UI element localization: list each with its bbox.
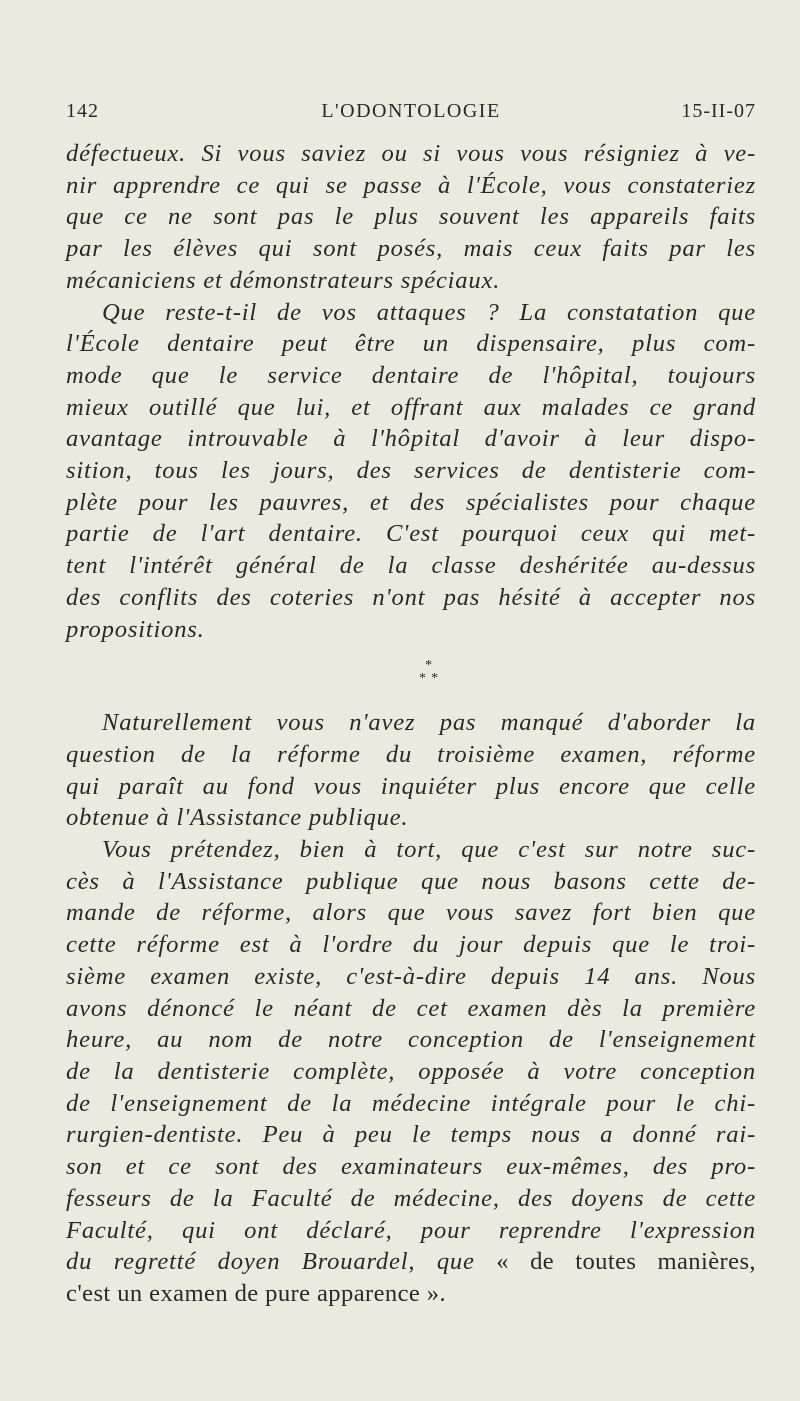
- text-line: nir apprendre ce qui se passe à l'École, vous constateriez: [66, 171, 756, 199]
- separator-stars-bottom: * *: [419, 671, 439, 687]
- text-line: l'École dentaire peut être un dispensaire, plus com-: [66, 330, 756, 358]
- text-line: de l'enseignement de la médecine intégrale pour le chi-: [66, 1089, 756, 1117]
- paragraph-2: [66, 297, 756, 646]
- text-line: Faculté, qui ont déclaré, pour reprendre l'expression: [66, 1216, 756, 1244]
- text-segment: du regretté doyen Brouardel, que: [66, 1248, 475, 1276]
- text-line: question de la réforme du troisième examen, réforme: [66, 740, 756, 768]
- text-line: cette réforme est à l'ordre du jour depuis que le troi-: [66, 931, 756, 959]
- text-line: Vous prétendez, bien à tort, que c'est sur notre suc-: [102, 836, 756, 864]
- text-line: que ce ne sont pas le plus souvent les appareils faits: [66, 203, 756, 231]
- text-line: plète pour les pauvres, et des spécialistes pour chaque: [66, 488, 756, 516]
- text-line: rurgien-dentiste. Peu à peu le temps nous a donné rai-: [66, 1121, 756, 1149]
- text-line: mande de réforme, alors que vous savez fort bien que: [66, 899, 756, 927]
- text-line: par les élèves qui sont posés, mais ceux faits par les: [66, 235, 756, 263]
- quote-start: « de toutes manières,: [496, 1248, 756, 1276]
- text-line: son et ce sont des examinateurs eux-mêmes, des pro-: [66, 1153, 756, 1181]
- paragraph-1: [66, 138, 756, 297]
- page-number: 142: [66, 100, 99, 122]
- text-line: Naturellement vous n'avez pas manqué d'aborder la: [102, 709, 756, 737]
- text-line: mécaniciens et démonstrateurs spéciaux.: [66, 266, 501, 294]
- text-line: heure, au nom de notre conception de l'enseignement: [66, 1026, 756, 1054]
- running-header: [66, 100, 756, 130]
- text-line: de la dentisterie complète, opposée à votre conception: [66, 1057, 756, 1085]
- page-body: [66, 138, 756, 1310]
- text-line: Que reste-t-il de vos attaques ? La constatation que: [102, 298, 756, 326]
- text-line: sition, tous les jours, des services de dentisterie com-: [66, 457, 756, 485]
- text-line: partie de l'art dentaire. C'est pourquoi ceux qui met-: [66, 520, 756, 548]
- text-line: propositions.: [66, 615, 205, 643]
- text-line: sième examen existe, c'est-à-dire depuis 14 ans. Nous: [66, 962, 756, 990]
- issue-date: 15-II-07: [681, 100, 756, 122]
- text-line: mieux outillé que lui, et offrant aux malades ce grand: [66, 393, 756, 421]
- text-line: avantage introuvable à l'hôpital d'avoir à leur dispo-: [66, 425, 756, 453]
- text-line: défectueux. Si vous saviez ou si vous vous résigniez à ve-: [66, 140, 756, 167]
- text-line: fesseurs de la Faculté de médecine, des doyens de cette: [66, 1184, 756, 1212]
- section-separator: [66, 659, 756, 685]
- text-line: mode que le service dentaire de l'hôpital, toujours: [66, 361, 756, 389]
- text-line: cès à l'Assistance publique que nous basons cette de-: [66, 867, 756, 895]
- text-line: [66, 1246, 756, 1278]
- text-line: qui paraît au fond vous inquiéter plus encore que celle: [66, 772, 756, 800]
- text-line: des conflits des coteries n'ont pas hésité à accepter nos: [66, 583, 756, 611]
- paragraph-4: [66, 834, 756, 1310]
- text-line: obtenue à l'Assistance publique.: [66, 804, 409, 832]
- paragraph-3: [66, 707, 756, 834]
- quote-last-line: c'est un examen de pure apparence ».: [66, 1279, 447, 1307]
- separator-star-top: *: [425, 658, 433, 674]
- journal-title: L'ODONTOLOGIE: [321, 100, 501, 122]
- text-line: avons dénoncé le néant de cet examen dès la première: [66, 994, 756, 1022]
- text-line: tent l'intérêt général de la classe deshéritée au-dessus: [66, 552, 756, 580]
